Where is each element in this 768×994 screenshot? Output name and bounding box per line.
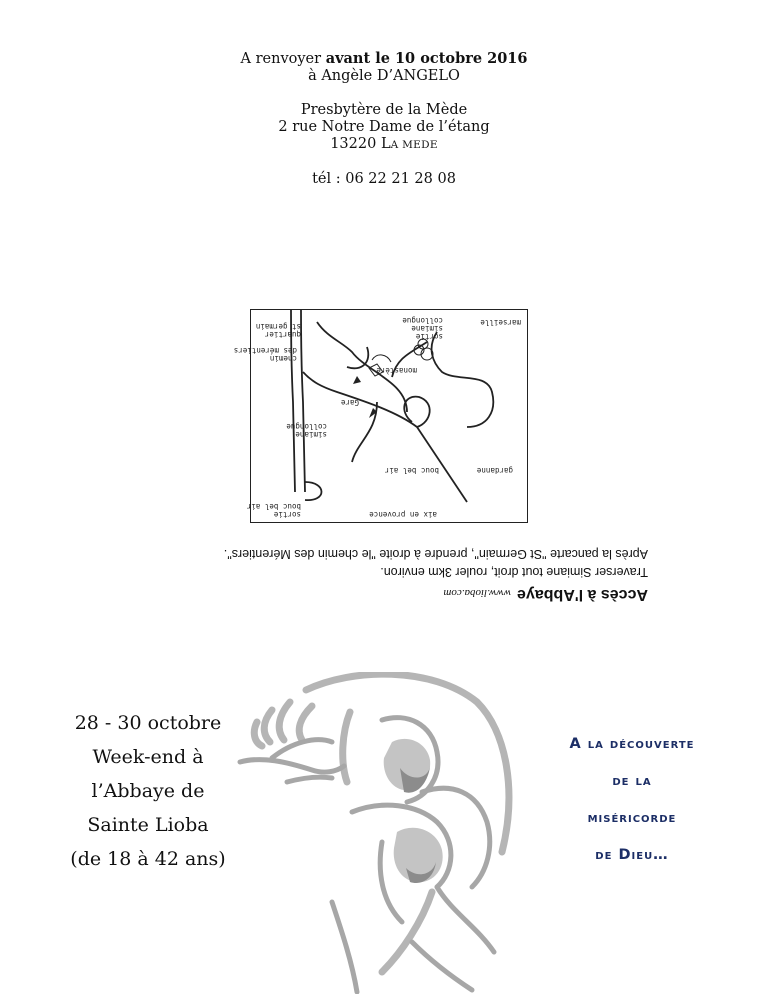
website-url: www.lioba.com: [443, 587, 512, 599]
phone-number: tél : 06 22 21 28 08: [312, 171, 456, 187]
map-label-monastere: monastère: [376, 366, 417, 375]
theme-line-4: de Dieu…: [595, 847, 669, 863]
event-ages: (de 18 à 42 ans): [70, 848, 226, 870]
event-theme: [512, 726, 752, 874]
event-line-2: Week-end à: [92, 746, 204, 768]
address-line-1: Presbytère de la Mède: [300, 102, 468, 118]
event-details: [42, 706, 254, 876]
theme-line-1: A la découverte: [569, 736, 695, 752]
event-line-4: Sainte Lioba: [87, 814, 209, 836]
map-label-bouc-bel-air: bouc bel air: [384, 466, 439, 475]
access-title: Accès à l'Abbayewww.lioba.com: [443, 586, 648, 603]
map-roads: [251, 310, 527, 522]
theme-line-3: miséricorde: [587, 810, 677, 826]
map-label-simiane-collongue: simiane collongue: [286, 422, 327, 439]
recipient-name: à Angèle D’ANGELO: [308, 68, 460, 84]
access-map: [233, 309, 528, 523]
event-line-3: l’Abbaye de: [91, 780, 205, 802]
map-label-marseille: marseille: [480, 318, 521, 327]
map-label-sortie-simiane: sortie simiane collongue: [402, 316, 443, 341]
address-line-2: 2 rue Notre Dame de l’étang: [278, 119, 490, 135]
map-label-gardanne: gardanne: [476, 466, 513, 475]
access-directions-2: Après la pancarte "St Germain", prendre à droite "le chemin des Mérentiers".: [223, 547, 648, 561]
access-directions-1: Traverser Simiane tout droit, rouler 3km environ.: [380, 565, 648, 579]
sender-address-block: [0, 50, 768, 188]
postal-city: 13220 LA MEDE: [330, 136, 438, 152]
theme-line-2: de la: [612, 773, 652, 789]
map-label-quartier: quartier st germain: [255, 322, 301, 339]
return-deadline-line: A renvoyer avant le 10 octobre 2016: [240, 50, 528, 67]
deadline-date: avant le 10 octobre 2016: [325, 50, 528, 67]
mercy-embrace-illustration: [232, 672, 532, 994]
access-section: [118, 313, 658, 603]
map-label-sortie-bouc: sortie bouc bel air: [246, 502, 301, 519]
map-label-chemin: chemin des mérentiers: [233, 346, 297, 363]
event-dates: 28 - 30 octobre: [74, 712, 222, 734]
map-label-aix: aix en provence: [369, 510, 437, 519]
map-label-gare: Gare: [340, 398, 359, 407]
